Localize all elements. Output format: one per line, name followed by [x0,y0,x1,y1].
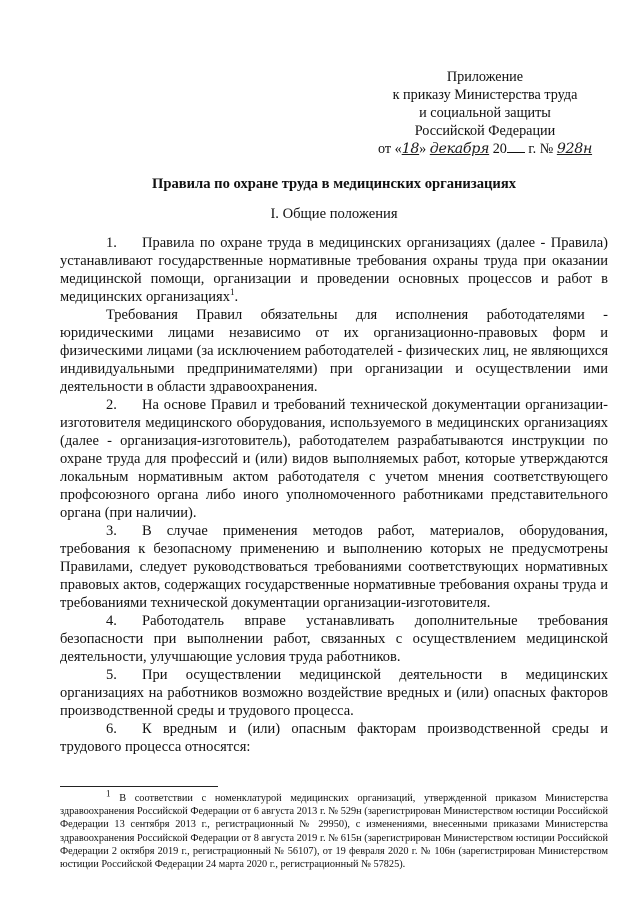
paragraph-number: 6. [106,721,117,737]
year-blank [507,140,525,153]
paragraph [60,306,608,396]
footnote-mark: 1 [106,788,111,799]
handwritten-order-number: 928н [556,141,593,157]
handwritten-month: декабря [429,141,490,157]
paragraph [60,396,608,522]
footnote-text: В соответствии с номенклатурой медицинских организаций, утвержденной приказом Министерства здравоохранения Российской Федерации от 6 августа 2013 г. № 529н (зарегистрирован Министерством юстиции Российской Федерации 13 сентября 2013 г., регистрационный № 29950), с изменениями, внесенными приказами Министерства здравоохранения Российской Федерации от 8 августа 2019 г. № 615н (зарегистрирован Министерством юстиции Российской Федерации 2 октября 2019 г., регистрационный № 56107), от 19 февраля 2020 г. № 106н (зарегистрирован Министерством юстиции Российской Федерации 24 марта 2020 г., регистрационный № 57825). [60,793,609,871]
footnote-paragraph [60,788,609,871]
section-heading: I. Общие положения [270,206,398,222]
paragraph-text: При осуществлении медицинской деятельности в медицинских организациях на работников возможно воздействие вредных и (или) опасных факторов производственной среды и трудового процесса. [60,667,608,719]
paragraph [60,720,608,756]
handwritten-day: 18 [401,141,420,157]
appendix-line: и социальной защиты [419,105,551,121]
paragraph-number: 3. [106,523,117,539]
paragraph-text: Требования Правил обязательны для исполнения работодателями - юридическими лицами независимо от их организационно-правовых форм и физическими лицами (за исключением работодателей - физических лиц, не являющихся индивидуальными предпринимателями) при организации и осуществлении ими деятельности в области здравоохранения. [60,307,608,395]
paragraph-number: 4. [106,613,117,629]
order-date-line [360,140,610,158]
paragraph [60,234,608,306]
footnote-divider [60,786,218,787]
date-prefix: от « [377,141,402,157]
appendix-line: к приказу Министерства труда [392,87,578,103]
paragraph-text: На основе Правил и требований технической документации организации-изготовителя медицинского оборудования, используемого в медицинских организациях (далее - организация-изготовитель), работодателем разрабатываются инструкции по охране труда для профессий и (или) видов выполняемых работ, которые утверждаются локальным нормативным актом работодателя с учетом мнения соответствующего профсоюзного органа либо иного уполномоченного работниками представительного органа (при наличии). [60,397,608,521]
year-prefix: 20 [489,141,507,157]
year-suffix: г. № [524,141,557,157]
date-mid: » [419,141,430,157]
paragraph [60,522,608,612]
paragraph-text: К вредным и (или) опасным факторам производственной среды и трудового процесса относятся: [60,721,608,755]
paragraph-text: Правила по охране труда в медицинских организациях (далее - Правила) устанавливают государственные нормативные требования охраны труда при оказании медицинской помощи, организации и проведении основных процессов и работ в медицинских организациях [60,235,608,305]
appendix-line: Приложение [446,69,524,85]
footnote [60,788,609,871]
document-title: Правила по охране труда в медицинских организациях [151,176,517,192]
appendix-header [360,68,610,158]
body-text [60,234,608,756]
paragraph [60,666,608,720]
paragraph-tail: . [234,289,239,305]
paragraph-text: В случае применения методов работ, материалов, оборудования, требования к безопасному применению и выполнению которых не предусмотрены Правилами, следует руководствоваться требованиями соответствующих нормативных правовых актов, содержащих государственные нормативные требования охраны труда и требованиями технической документации организации-изготовителя. [60,523,608,611]
paragraph-text: Работодатель вправе устанавливать дополнительные требования безопасности при выполнении работ, связанных с осуществлением медицинской деятельности, улучшающие условия труда работников. [60,613,608,665]
appendix-line: Российской Федерации [414,123,556,139]
paragraph-number: 2. [106,397,117,413]
paragraph-number: 5. [106,667,117,683]
footnote-ref: 1 [229,287,235,298]
paragraph [60,612,608,666]
paragraph-number: 1. [106,235,117,251]
